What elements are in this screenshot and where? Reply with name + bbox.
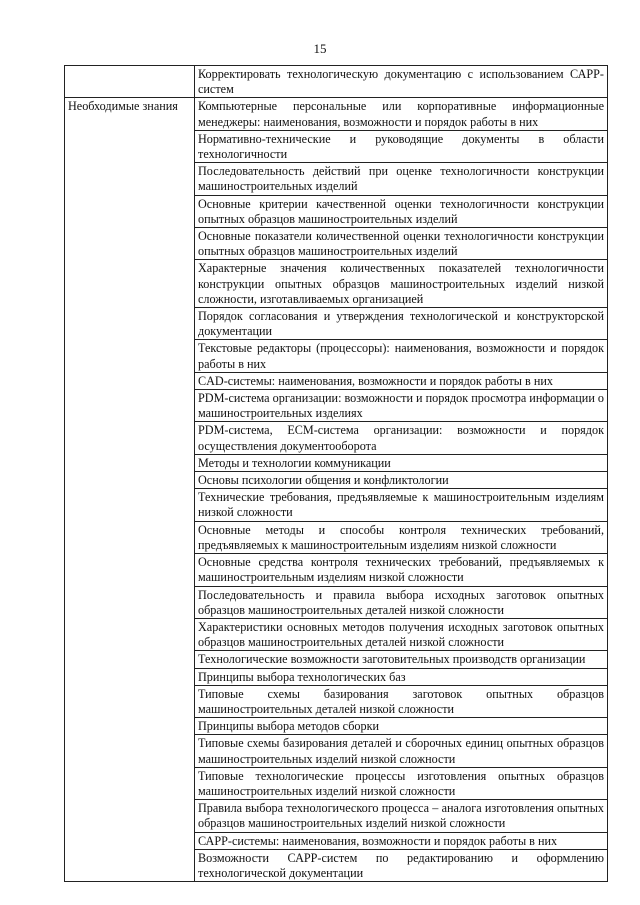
knowledge-item: PDM-система организации: возможности и порядок просмотра информации о машиностроительных изделиях <box>195 390 608 422</box>
knowledge-table <box>64 65 608 882</box>
knowledge-item: Технические требования, предъявляемые к машиностроительным изделиям низкой сложности <box>195 489 608 521</box>
knowledge-item: Текстовые редакторы (процессоры): наименования, возможности и порядок работы в них <box>195 340 608 372</box>
knowledge-item: PDM-система, ECM-система организации: возможности и порядок осуществления документооборота <box>195 422 608 454</box>
knowledge-item: Правила выбора технологического процесса – аналога изготовления опытных образцов машиностроительных изделий низкой сложности <box>195 800 608 832</box>
knowledge-item: Основные средства контроля технических требований, предъявляемых к машиностроительным изделиям низкой сложности <box>195 554 608 586</box>
knowledge-item: Типовые схемы базирования деталей и сборочных единиц опытных образцов машиностроительных изделий низкой сложности <box>195 735 608 767</box>
knowledge-item: Основные критерии качественной оценки технологичности конструкции опытных образцов машиностроительных изделий <box>195 195 608 227</box>
table-row <box>65 98 608 130</box>
knowledge-item: Характерные значения количественных показателей технологичности конструкции опытных образцов машиностроительных изделий низкой сложности, изготавливаемых организацией <box>195 260 608 308</box>
knowledge-item: Компьютерные персональные или корпоративные информационные менеджеры: наименования, возможности и порядок работы в них <box>195 98 608 130</box>
knowledge-item: Методы и технологии коммуникации <box>195 454 608 471</box>
table-row <box>65 66 608 98</box>
knowledge-item: Последовательность действий при оценке технологичности конструкции машиностроительных изделий <box>195 163 608 195</box>
knowledge-item: САРР-системы: наименования, возможности и порядок работы в них <box>195 832 608 849</box>
empty-label-cell <box>65 66 195 98</box>
knowledge-item: Последовательность и правила выбора исходных заготовок опытных образцов машиностроительных деталей низкой сложности <box>195 586 608 618</box>
knowledge-item: Типовые технологические процессы изготовления опытных образцов машиностроительных изделий низкой сложности <box>195 767 608 799</box>
knowledge-item: Основные показатели количественной оценки технологичности конструкции опытных образцов машиностроительных изделий <box>195 228 608 260</box>
knowledge-item: Принципы выбора технологических баз <box>195 668 608 685</box>
knowledge-item: Характеристики основных методов получения исходных заготовок опытных образцов машиностроительных деталей низкой сложности <box>195 618 608 650</box>
knowledge-item: Основные методы и способы контроля технических требований, предъявляемых к машиностроительным изделиям низкой сложности <box>195 521 608 553</box>
knowledge-item: Основы психологии общения и конфликтологии <box>195 472 608 489</box>
knowledge-item: Нормативно-технические и руководящие документы в области технологичности <box>195 130 608 162</box>
knowledge-item: Порядок согласования и утверждения технологической и конструкторской документации <box>195 308 608 340</box>
knowledge-item: Типовые схемы базирования заготовок опытных образцов машиностроительных деталей низкой сложности <box>195 685 608 717</box>
knowledge-item: Принципы выбора методов сборки <box>195 718 608 735</box>
page-number: 15 <box>313 41 327 56</box>
section-label: Необходимые знания <box>65 98 195 882</box>
knowledge-item: Технологические возможности заготовительных производств организации <box>195 651 608 668</box>
continuation-cell: Корректировать технологическую документацию с использованием САРР-систем <box>195 66 608 98</box>
knowledge-item: CAD-системы: наименования, возможности и порядок работы в них <box>195 372 608 389</box>
table-body <box>65 66 608 882</box>
knowledge-item: Возможности САРР-систем по редактированию и оформлению технологической документации <box>195 849 608 881</box>
